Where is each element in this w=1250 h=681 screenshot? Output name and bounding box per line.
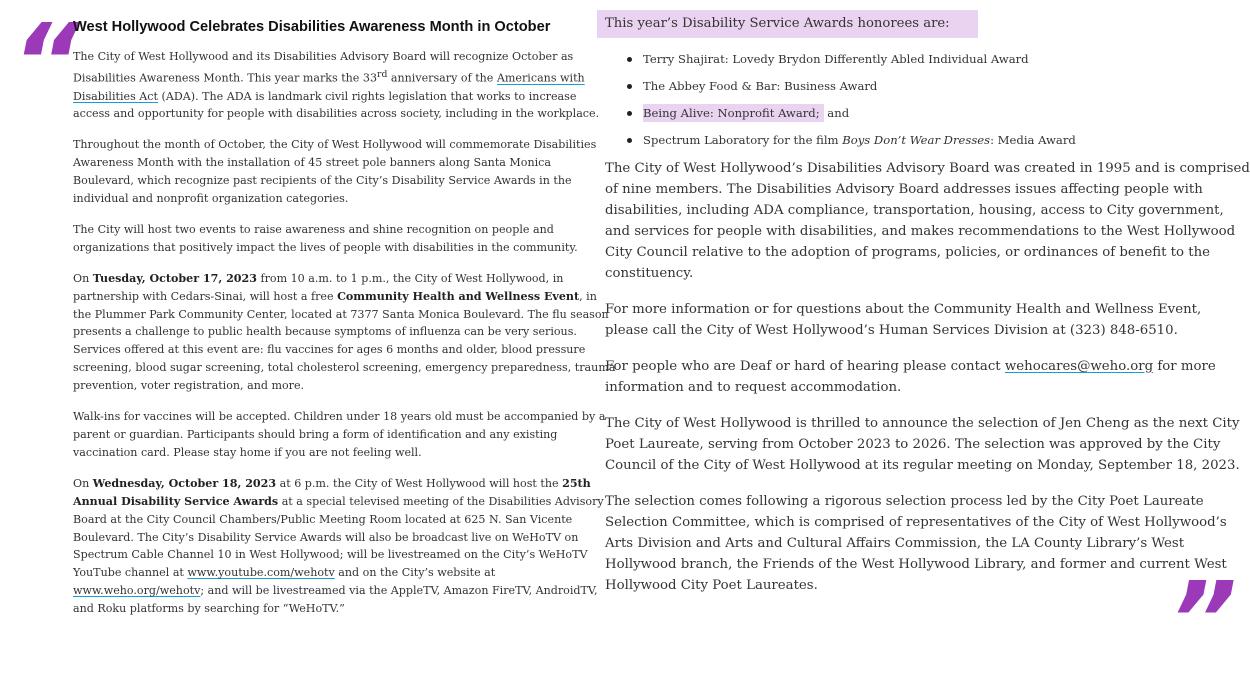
contact-paragraph: For more information or for questions about the Community Health and Wellness Event, please call the City of West Hollywood’s Human Services Division at (323) 848-6510. bbox=[605, 302, 1202, 338]
health-event-paragraph: On Tuesday, October 17, 2023 from 10 a.m. to 1 p.m., the City of West Hollywood, in partnership with Cedars-Sinai, will host a free Community Health and Wellness Event, in the Plummer Park Community Center, located at 7377 Santa Monica Boulevard. The flu season presents a challenge to public health because symptoms of influenza can be very serious. Services offered at this event are: flu vaccines for ages 6 months and older, blood pressure screening, blood sugar screening, total cholesterol screening, emergency preparedness, trauma prevention, voter registration, and more. bbox=[73, 271, 616, 393]
press-release-column bbox=[73, 16, 616, 616]
intro-paragraph: The City of West Hollywood and its Disabilities Advisory Board will recognize October as Disabilities Awareness Month. This year marks the 33rd anniversary of the Americans with Disabilities Act (ADA). The ADA is landmark civil rights legislation that works to increase access and opportunity for people with disabilities across society, including in the workplace. bbox=[73, 50, 600, 121]
highlighted-honoree: Being Alive: Nonprofit Award; bbox=[643, 104, 824, 122]
events-intro-paragraph: The City will host two events to raise awareness and shine recognition on people and organizations that positively impact the lives of people with disabilities in the community. bbox=[73, 222, 578, 254]
open-quote-mark: “ bbox=[12, 1, 73, 123]
honorees-heading: This year’s Disability Service Awards honorees are: bbox=[597, 10, 978, 38]
article-title: West Hollywood Celebrates Disabilities Awareness Month in October bbox=[73, 19, 551, 35]
list-item: Being Alive: Nonprofit Award; and bbox=[627, 104, 1187, 122]
advisory-board-paragraph: The City of West Hollywood’s Disabilities Advisory Board was created in 1995 and is comprised of nine members. The Disabilities Advisory Board addresses issues affecting people with disabilities, including ADA compliance, transportation, housing, access to City government, and services for people with disabilities, and makes recommendations to the West Hollywood City Council relative to the adoption of programs, policies, or ordinances of benefit to the constituency. bbox=[605, 161, 1250, 281]
youtube-link[interactable]: www.youtube.com/wehotv bbox=[187, 566, 335, 580]
accessibility-paragraph: For people who are Deaf or hard of hearing please contact wehocares@weho.org for more information and to request accommodation. bbox=[605, 359, 1216, 395]
ada-link-continued[interactable]: Disabilities Act bbox=[73, 89, 158, 103]
email-link[interactable]: wehocares@weho.org bbox=[1004, 359, 1154, 374]
banners-paragraph: Throughout the month of October, the City of West Hollywood will commemorate Disabilities Awareness Month with the installation of 45 street pole banners along Santa Monica Boulevard, which recognize past recipients of the City’s Disability Service Awards in the individual and nonprofit organization categories. bbox=[73, 138, 597, 206]
awards-event-paragraph: On Wednesday, October 18, 2023 at 6 p.m. the City of West Hollywood will host the 25th Annual Disability Service Awards at a special televised meeting of the Disabilities Advisory Board at the City Council Chambers/Public Meeting Room located at 625 N. San Vicente Boulevard. The City’s Disability Service Awards will also be broadcast live on WeHoTV on Spectrum Cable Channel 10 in West Hollywood; will be livestreamed on the City’s WeHoTV YouTube channel at www.youtube.com/wehotv and on the City’s website at www.weho.org/wehotv; and will be livestreamed via the AppleTV, Amazon FireTV, AndroidTV, and Roku platforms by searching for “WeHoTV.” bbox=[73, 476, 604, 616]
honorees-column bbox=[597, 10, 1250, 610]
selection-paragraph: The selection comes following a rigorous selection process led by the City Poet Laureate Selection Committee, which is comprised of representatives of the City of West Hollywood’s Arts Division and Arts and Cultural Affairs Commission, the LA County Library’s West Hollywood branch, the Friends of the West Hollywood Library, and former and current West Hollywood City Poet Laureates. bbox=[605, 494, 1227, 593]
ada-link[interactable]: Americans with bbox=[496, 71, 585, 85]
poet-laureate-paragraph: The City of West Hollywood is thrilled to announce the selection of Jen Cheng as the next City Poet Laureate, serving from October 2023 to 2026. The selection was approved by the City Council of the City of West Hollywood at its regular meeting on Monday, September 18, 2023. bbox=[605, 416, 1240, 473]
list-item: The Abbey Food & Bar: Business Award bbox=[627, 77, 1187, 95]
list-item: Terry Shajirat: Lovedy Brydon Differently Abled Individual Award bbox=[627, 50, 1187, 68]
close-quote-mark: ” bbox=[1170, 559, 1231, 681]
wehotv-link[interactable]: www.weho.org/wehotv bbox=[73, 584, 201, 598]
list-item: Spectrum Laboratory for the film Boys Don’t Wear Dresses: Media Award bbox=[627, 131, 1187, 149]
honorees-list bbox=[627, 50, 1187, 149]
walk-ins-paragraph: Walk-ins for vaccines will be accepted. Children under 18 years old must be accompanied by a parent or guardian. Participants should bring a form of identification and any existing vaccination card. Please stay home if you are not feeling well. bbox=[73, 410, 606, 459]
